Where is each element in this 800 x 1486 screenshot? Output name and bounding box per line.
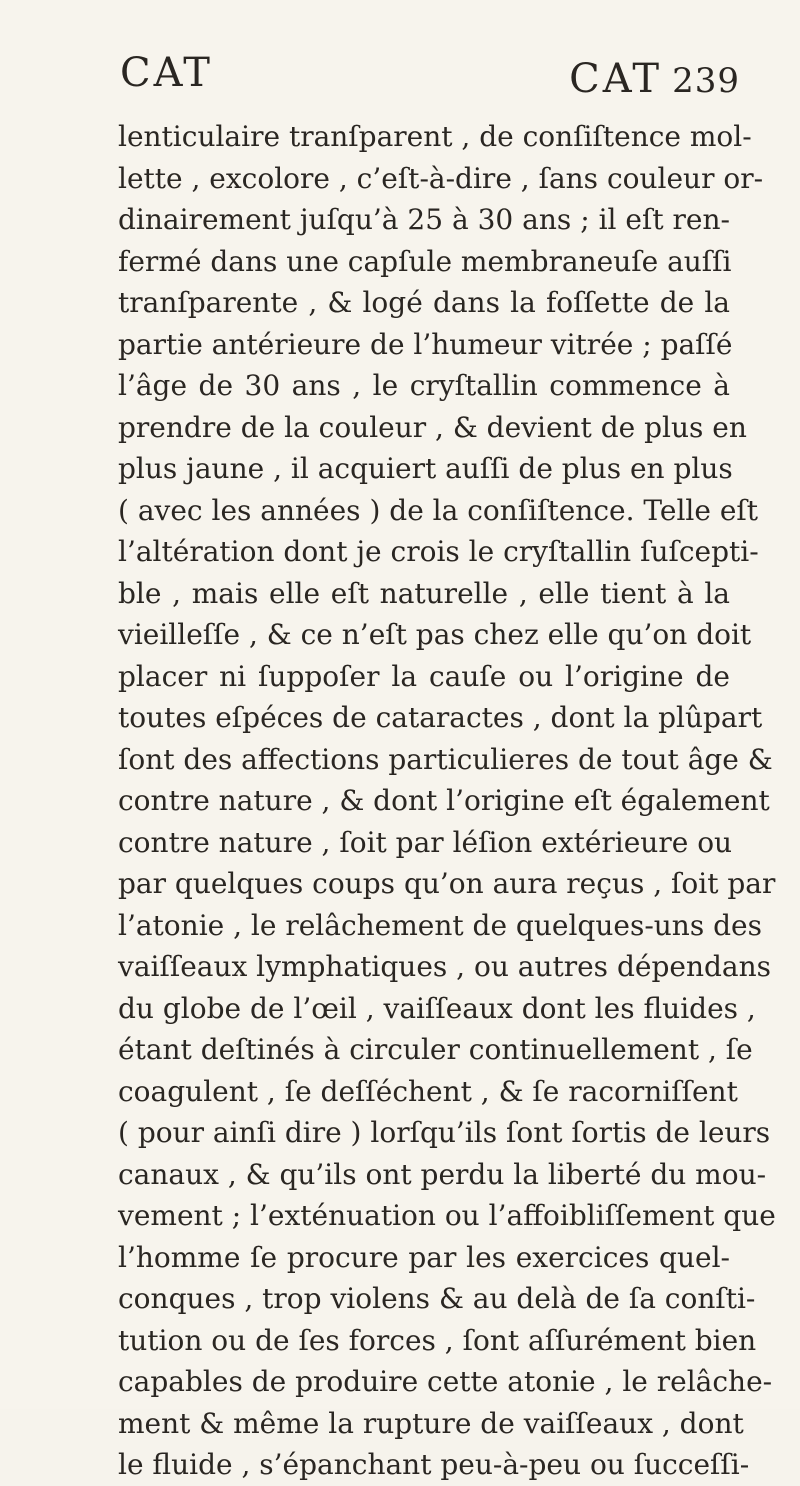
text-line: tution ou de ſes forces , ſont aſſurément bien xyxy=(118,1323,757,1357)
text-line: tranſparente , & logé dans la foſſette de la xyxy=(118,286,730,319)
text-line: fermé dans une capſule membraneuſe auſſi xyxy=(118,244,732,278)
text-line: capables de produire cette atonie , le relâche- xyxy=(118,1365,773,1398)
text-line: ſont des affections particulieres de tout âge & xyxy=(118,742,773,776)
text-line: du globe de l’œil , vaiſſeaux dont les fluides , xyxy=(118,991,756,1025)
running-head-right-text: CAT xyxy=(569,56,663,102)
text-line: ( avec les années ) de la conſiſtence. Telle eſt xyxy=(118,493,759,527)
running-header xyxy=(120,50,740,110)
text-line: vieilleſſe , & ce n’eſt pas chez elle qu’on doit xyxy=(118,618,752,651)
page-number: 239 xyxy=(672,61,740,101)
text-line: l’homme ſe procure par les exercices quel- xyxy=(118,1240,730,1274)
text-line: par quelques coups qu’on aura reçus , ſoit par xyxy=(118,867,776,900)
text-line: l’altération dont je crois le cryſtallin ſuſcepti- xyxy=(118,535,759,568)
text-line: coagulent , ſe deſſéchent , & ſe racorniſſent xyxy=(118,1074,738,1108)
text-line: l’atonie , le relâchement de quelques-uns des xyxy=(118,908,762,942)
running-head-left: CAT xyxy=(120,50,213,96)
text-line: contre nature , ſoit par léſion extérieure ou xyxy=(118,825,733,859)
text-line: placer ni ſuppoſer la cauſe ou l’origine de xyxy=(118,659,730,693)
text-line: vement ; l’exténuation ou l’affoibliſſement que xyxy=(118,1199,776,1232)
text-line: conques , trop violens & au delà de ſa conſti- xyxy=(118,1282,756,1315)
text-line: étant deſtinés à circuler continuellement , ſe xyxy=(118,1033,753,1066)
text-line: lette , excolore , c’eſt-à-dire , ſans couleur or- xyxy=(118,161,764,195)
text-line: ble , mais elle eſt naturelle , elle tient à la xyxy=(118,576,730,610)
text-line: canaux , & qu’ils ont perdu la liberté du mou- xyxy=(118,1157,767,1191)
text-line: ment & même la rupture de vaiſſeaux , dont xyxy=(118,1406,744,1440)
body-text xyxy=(118,116,776,1486)
text-line: plus jaune , il acquiert auſſi de plus en plus xyxy=(118,452,733,485)
text-line: prendre de la couleur , & devient de plus en xyxy=(118,410,747,444)
text-line: partie antérieure de l’humeur vitrée ; paſſé xyxy=(118,327,733,361)
running-head-right xyxy=(569,56,740,102)
text-line: contre nature , & dont l’origine eſt également xyxy=(118,784,770,817)
text-line: lenticulaire tranſparent , de conſiſtence mol- xyxy=(118,120,752,153)
text-line: l’âge de 30 ans , le cryſtallin commence à xyxy=(118,369,730,402)
text-line: vaiſſeaux lymphatiques , ou autres dépendans xyxy=(118,950,771,983)
text-line: le fluide , s’épanchant peu-à-peu ou ſucceſſi- xyxy=(118,1448,750,1481)
text-line: dinairement juſqu’à 25 à 30 ans ; il eſt ren- xyxy=(118,203,730,236)
text-line: ( pour ainſi dire ) lorſqu’ils ſont ſortis de leurs xyxy=(118,1116,771,1149)
text-line: toutes eſpéces de cataractes , dont la plûpart xyxy=(118,701,763,734)
